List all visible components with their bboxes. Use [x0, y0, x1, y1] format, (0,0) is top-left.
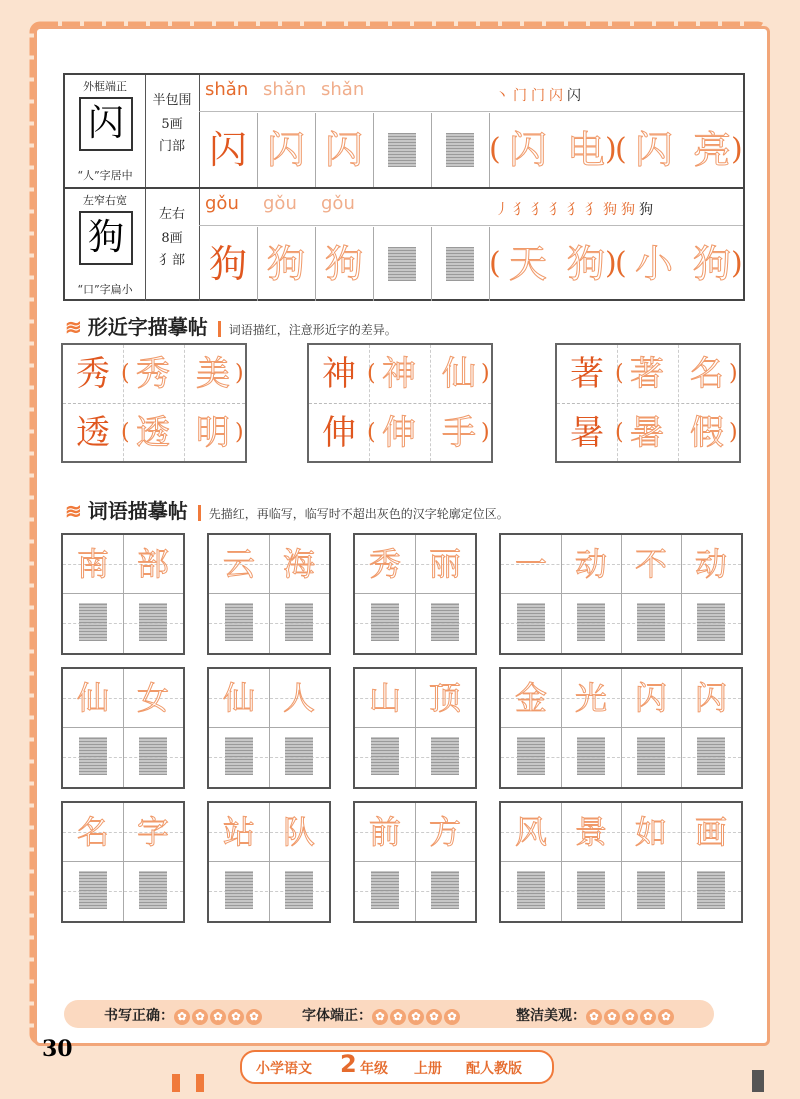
practice-cell — [199, 113, 258, 187]
rating-label: 整洁美观： — [516, 1008, 586, 1024]
ghost-outline — [697, 737, 725, 775]
word-trace-box — [499, 533, 743, 655]
tip-top: 外框端正 — [83, 80, 127, 93]
word-trace-box — [353, 801, 477, 923]
paren-left: ( — [615, 420, 624, 445]
trace-char: 光 — [574, 679, 607, 717]
trace-char: 一 — [514, 545, 547, 583]
word-cell — [269, 669, 329, 787]
footer-edition: 配人教版 — [466, 1061, 522, 1077]
word-trace-char: 小 — [634, 242, 673, 286]
word-trace-box — [61, 801, 185, 923]
ghost-outline — [517, 737, 545, 775]
flower-star-icon[interactable]: ✿ — [192, 1009, 208, 1025]
ghost-outline — [79, 871, 107, 909]
paren-right: ) — [729, 420, 738, 445]
flower-star-icon[interactable]: ✿ — [622, 1009, 638, 1025]
model-char: 伸 — [322, 413, 356, 453]
pinyin-line — [199, 225, 743, 226]
trace-char: 海 — [282, 545, 315, 583]
model-char: 秀 — [76, 354, 110, 394]
stroke-step: 犭 — [567, 202, 581, 218]
trace-char: 透 — [136, 413, 170, 453]
similar-char-row — [309, 345, 491, 403]
trace-char: 不 — [634, 545, 667, 583]
model-char: 著 — [570, 354, 604, 394]
similar-char-row — [557, 345, 739, 403]
char-row — [65, 187, 743, 301]
trace-char: 闪 — [266, 128, 305, 172]
trace-char: 手 — [442, 413, 476, 453]
word-cell — [561, 535, 622, 653]
ghost-outline — [697, 871, 725, 909]
word-cell — [209, 669, 270, 787]
practice-cell — [373, 227, 432, 301]
word-cell — [561, 669, 622, 787]
ghost-outline — [517, 871, 545, 909]
word-cell — [415, 669, 475, 787]
section-similar-chars-heading — [65, 311, 397, 340]
footer-volume: 上册 — [414, 1061, 442, 1077]
trace-char: 暑 — [630, 413, 664, 453]
flower-star-icon[interactable]: ✿ — [604, 1009, 620, 1025]
trace-char: 顶 — [428, 679, 461, 717]
stroke-count: 5画 — [161, 117, 183, 132]
trace-char: 云 — [222, 545, 255, 583]
character-table — [63, 73, 745, 301]
ghost-outline — [225, 603, 253, 641]
paren-left: ( — [615, 361, 624, 386]
rating-item — [104, 1005, 264, 1025]
char-info-cell — [145, 75, 200, 187]
decor-block — [196, 1074, 204, 1092]
ghost-outline — [139, 737, 167, 775]
footer-grade-number: 2 — [340, 1050, 357, 1078]
pinyin: gǒu — [321, 193, 355, 214]
char-structure: 半包围 — [152, 93, 192, 108]
trace-char: 名 — [76, 813, 109, 851]
pinyin: shǎn — [205, 79, 249, 100]
trace-char: 部 — [136, 545, 169, 583]
stroke-step: 门 — [531, 88, 545, 104]
practice-cell — [373, 113, 432, 187]
paren-right: ) — [481, 361, 490, 386]
stroke-step: 闪 — [549, 88, 563, 104]
trace-char: 如 — [634, 813, 667, 851]
word-cell — [415, 803, 475, 921]
practice-cell — [257, 113, 316, 187]
trace-char: 动 — [694, 545, 727, 583]
paren-right: ) — [731, 246, 743, 281]
paren-right: ) — [605, 132, 617, 167]
trace-char: 南 — [76, 545, 109, 583]
word-trace-char: 狗 — [692, 242, 731, 286]
paren-left: ( — [367, 361, 376, 386]
paren-left: ( — [615, 246, 627, 281]
ghost-outline — [285, 603, 313, 641]
word-cell — [123, 803, 183, 921]
rating-item — [516, 1005, 676, 1025]
model-char: 暑 — [570, 413, 604, 453]
char-structure: 左右 — [158, 207, 185, 222]
stroke-step: 狗 — [603, 202, 617, 218]
wave-icon: ≋ — [65, 499, 82, 523]
ghost-outline — [446, 247, 474, 281]
ghost-outline — [79, 737, 107, 775]
flower-star-icon[interactable]: ✿ — [408, 1009, 424, 1025]
trace-char: 名 — [690, 354, 724, 394]
ghost-outline — [577, 871, 605, 909]
rating-item — [302, 1005, 462, 1025]
word-cell — [355, 535, 416, 653]
ghost-outline — [637, 737, 665, 775]
stroke-step: 丶 — [495, 88, 509, 104]
word-cell — [355, 803, 416, 921]
trace-char: 动 — [574, 545, 607, 583]
word-trace-char: 电 — [566, 128, 605, 172]
stroke-step: 狗 — [639, 202, 653, 218]
trace-char: 画 — [694, 813, 727, 851]
ghost-outline — [517, 603, 545, 641]
similar-char-row — [309, 403, 491, 462]
trace-char: 假 — [690, 413, 724, 453]
book-footer — [240, 1050, 554, 1084]
ghost-outline — [431, 737, 459, 775]
trace-char: 神 — [382, 354, 416, 394]
word-cell — [621, 669, 682, 787]
trace-char: 伸 — [382, 413, 416, 453]
trace-char: 狗 — [324, 242, 363, 286]
trace-char: 狗 — [266, 242, 305, 286]
paren-right: ) — [235, 420, 244, 445]
paren-left: ( — [121, 420, 130, 445]
trace-char: 闪 — [634, 679, 667, 717]
word-cell — [209, 803, 270, 921]
stroke-count: 8画 — [161, 231, 183, 246]
word-cell — [501, 803, 562, 921]
ghost-outline — [225, 871, 253, 909]
word-trace-box — [207, 533, 331, 655]
ghost-outline — [139, 871, 167, 909]
flower-star-icon[interactable]: ✿ — [426, 1009, 442, 1025]
paren-left: ( — [367, 420, 376, 445]
paren-left: ( — [615, 132, 627, 167]
ghost-outline — [388, 247, 416, 281]
similar-char-row — [63, 403, 245, 462]
stroke-step: 犭 — [585, 202, 599, 218]
word-cell — [63, 803, 124, 921]
ghost-outline — [697, 603, 725, 641]
tip-top: 左窄右宽 — [83, 194, 127, 207]
paren-left: ( — [121, 361, 130, 386]
word-cell — [621, 535, 682, 653]
section-title: 词语描摹帖 — [87, 499, 188, 523]
footer-grade: 年级 — [360, 1061, 388, 1077]
trace-char: 丽 — [428, 545, 461, 583]
word-cell — [681, 803, 741, 921]
paren-right: ) — [481, 420, 490, 445]
similar-char-group — [307, 343, 493, 463]
practice-cell — [257, 227, 316, 301]
word-cell — [63, 535, 124, 653]
stroke-step: 犭 — [513, 202, 527, 218]
word-trace-box — [353, 533, 477, 655]
trace-char: 闪 — [208, 128, 247, 172]
similar-char-group — [61, 343, 247, 463]
word-cell — [123, 669, 183, 787]
trace-char: 明 — [196, 413, 230, 453]
ghost-outline — [431, 871, 459, 909]
word-trace-char: 闪 — [634, 128, 673, 172]
flower-star-icon[interactable]: ✿ — [174, 1009, 190, 1025]
flower-star-icon[interactable]: ✿ — [372, 1009, 388, 1025]
ghost-outline — [285, 871, 313, 909]
flower-star-icon[interactable]: ✿ — [444, 1009, 460, 1025]
stroke-step: 犭 — [531, 202, 545, 218]
self-rating-bar — [64, 1000, 714, 1028]
word-trace-char: 闪 — [508, 128, 547, 172]
stroke-step: 闪 — [567, 88, 581, 104]
word-trace-box — [207, 667, 331, 789]
word-cell — [355, 669, 416, 787]
stroke-step: 丿 — [495, 202, 509, 218]
rating-label: 字体端正： — [302, 1008, 372, 1024]
trace-char: 队 — [282, 813, 315, 851]
paren-right: ) — [731, 132, 743, 167]
ghost-outline — [637, 603, 665, 641]
practice-cell — [431, 113, 490, 187]
char-row — [65, 75, 743, 187]
pinyin: gǒu — [205, 193, 239, 214]
model-char: 神 — [322, 354, 356, 394]
paren-right: ) — [235, 361, 244, 386]
practice-cell — [199, 227, 258, 301]
char-tip-cell — [65, 75, 146, 187]
ghost-outline — [371, 871, 399, 909]
tip-bottom: “口”字扁小 — [77, 283, 133, 296]
ghost-outline — [577, 603, 605, 641]
flower-star-icon[interactable]: ✿ — [246, 1009, 262, 1025]
radical: 门部 — [158, 139, 185, 154]
page-number: 30 — [42, 1036, 73, 1062]
trace-char: 闪 — [324, 128, 363, 172]
ghost-outline — [285, 737, 313, 775]
flower-star-icon[interactable]: ✿ — [640, 1009, 656, 1025]
stroke-step: 门 — [513, 88, 527, 104]
word-cell — [501, 535, 562, 653]
trace-char: 著 — [630, 354, 664, 394]
section-title: 形近字描摹帖 — [87, 315, 208, 339]
word-cell — [681, 535, 741, 653]
paren-left: ( — [489, 246, 501, 281]
similar-char-row — [557, 403, 739, 462]
ghost-outline — [388, 133, 416, 167]
paren-right: ) — [605, 246, 617, 281]
word-trace-box — [61, 667, 185, 789]
decor-block — [752, 1070, 764, 1092]
word-trace-box — [353, 667, 477, 789]
decor-block — [172, 1074, 180, 1092]
word-cell — [621, 803, 682, 921]
ghost-outline — [371, 737, 399, 775]
ghost-outline — [431, 603, 459, 641]
trace-char: 美 — [196, 354, 230, 394]
section-desc: 词语描红，注意形近字的差异。 — [228, 323, 397, 337]
trace-char: 狗 — [208, 242, 247, 286]
flower-star-icon[interactable]: ✿ — [586, 1009, 602, 1025]
pinyin-line — [199, 111, 743, 112]
word-trace-char: 亮 — [692, 128, 731, 172]
radical: 犭部 — [158, 253, 185, 268]
stroke-step: 狗 — [621, 202, 635, 218]
word-trace-box — [499, 667, 743, 789]
flower-star-icon[interactable]: ✿ — [658, 1009, 674, 1025]
char-tip-cell — [65, 189, 146, 301]
practice-cell — [315, 113, 374, 187]
paren-right: ) — [729, 361, 738, 386]
word-cell — [415, 535, 475, 653]
word-trace-box — [207, 801, 331, 923]
word-cell — [501, 669, 562, 787]
wave-icon: ≋ — [65, 315, 82, 339]
trace-char: 秀 — [368, 545, 401, 583]
worksheet-page — [34, 26, 770, 1046]
trace-char: 金 — [514, 679, 547, 717]
section-word-trace-heading — [65, 495, 509, 524]
ghost-outline — [577, 737, 605, 775]
ghost-outline — [225, 737, 253, 775]
section-desc: 先描红，再临写，临写时不超出灰色的汉字轮廓定位区。 — [208, 507, 509, 521]
footer-subject: 小学语文 — [256, 1061, 312, 1077]
ghost-outline — [371, 603, 399, 641]
ghost-outline — [79, 603, 107, 641]
practice-cell — [431, 227, 490, 301]
pinyin: gǒu — [263, 193, 297, 214]
ghost-outline — [139, 603, 167, 641]
word-cell — [209, 535, 270, 653]
trace-char: 风 — [514, 813, 547, 851]
word-cell — [63, 669, 124, 787]
word-trace-char: 天 — [508, 242, 547, 286]
trace-char: 秀 — [136, 354, 170, 394]
trace-char: 女 — [136, 679, 169, 717]
word-trace-box — [61, 533, 185, 655]
word-cell — [269, 803, 329, 921]
trace-char: 仙 — [76, 679, 109, 717]
trace-char: 人 — [282, 679, 315, 717]
ghost-outline — [446, 133, 474, 167]
word-cell — [561, 803, 622, 921]
model-char: 透 — [76, 413, 110, 453]
trace-char: 字 — [136, 813, 169, 851]
word-cell — [681, 669, 741, 787]
rating-label: 书写正确： — [104, 1008, 174, 1024]
word-cell — [269, 535, 329, 653]
similar-char-group — [555, 343, 741, 463]
pinyin: shǎn — [321, 79, 365, 100]
stroke-step: 犭 — [549, 202, 563, 218]
trace-char: 山 — [368, 679, 401, 717]
similar-char-row — [63, 345, 245, 403]
pinyin: shǎn — [263, 79, 307, 100]
ghost-outline — [637, 871, 665, 909]
trace-char: 仙 — [442, 354, 476, 394]
trace-char: 景 — [574, 813, 607, 851]
flower-star-icon[interactable]: ✿ — [210, 1009, 226, 1025]
model-char: 狗 — [79, 211, 133, 265]
flower-star-icon[interactable]: ✿ — [390, 1009, 406, 1025]
char-info-cell — [145, 189, 200, 301]
trace-char: 闪 — [694, 679, 727, 717]
trace-char: 前 — [368, 813, 401, 851]
paren-left: ( — [489, 132, 501, 167]
model-char: 闪 — [79, 97, 133, 151]
trace-char: 仙 — [222, 679, 255, 717]
trace-char: 方 — [428, 813, 461, 851]
word-trace-char: 狗 — [566, 242, 605, 286]
flower-star-icon[interactable]: ✿ — [228, 1009, 244, 1025]
trace-char: 站 — [222, 813, 255, 851]
word-cell — [123, 535, 183, 653]
tip-bottom: “人”字居中 — [77, 169, 133, 182]
practice-cell — [315, 227, 374, 301]
word-trace-box — [499, 801, 743, 923]
